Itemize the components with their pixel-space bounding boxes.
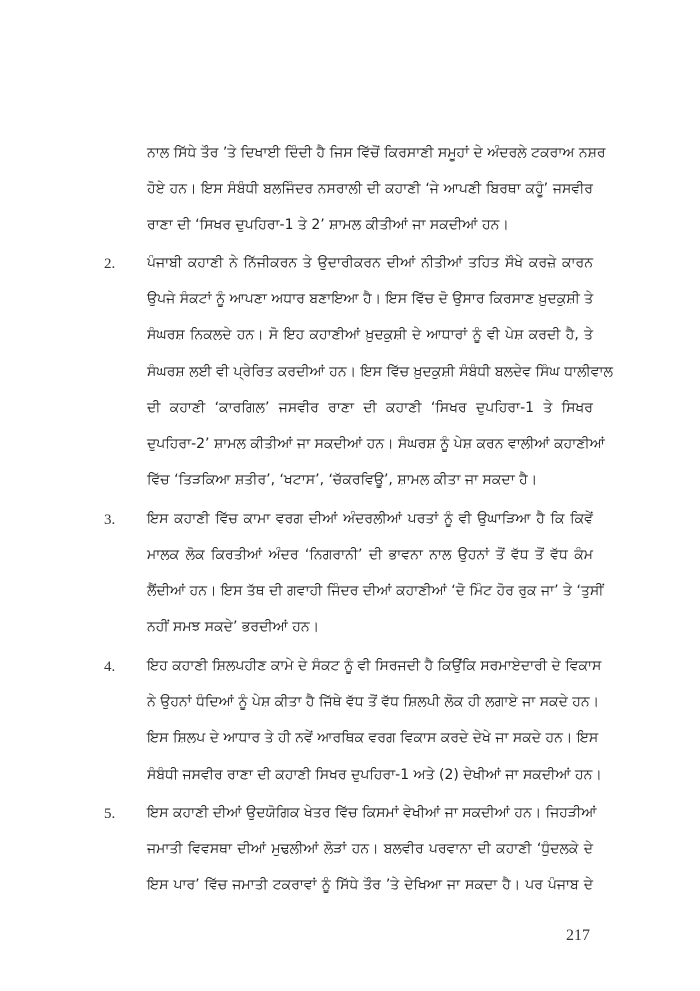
text-line: ਲੈਂਦੀਆਂ ਹਨ। ਇਸ ਤੱਥ ਦੀ ਗਵਾਹੀ ਜਿੰਦਰ ਦੀਆਂ ਕਹਾਣੀਆਂ ‘ਦੋ ਮਿੰਟ ਹੋਰ ਰੁਕ ਜਾ’ ਤੇ ‘ਤੁਸੀਂ	[147, 583, 604, 599]
text-line: ਵਿੱਚ ‘ਤਿੜਕਿਆ ਸ਼ਤੀਰ’, ‘ਖਟਾਸ’, ‘ਚੱਕਰਵਿਊ’, ਸ਼ਾਮਲ ਕੀਤਾ ਜਾ ਸਕਦਾ ਹੈ।	[147, 472, 538, 488]
list-number: 5.	[104, 806, 116, 822]
text-line: ਦੁਪਹਿਰਾ-2’ ਸ਼ਾਮਲ ਕੀਤੀਆਂ ਜਾ ਸਕਦੀਆਂ ਹਨ। ਸੰਘਰਸ਼ ਨੂੰ ਪੇਸ਼ ਕਰਨ ਵਾਲੀਆਂ ਕਹਾਣੀਆਂ	[147, 436, 605, 452]
text-line: ਉਪਜੇ ਸੰਕਟਾਂ ਨੂੰ ਆਪਣਾ ਅਧਾਰ ਬਣਾਇਆ ਹੈ। ਇਸ ਵਿੱਚ ਦੋ ਉਸਾਰ ਕਿਰਸਾਣ ਖ਼ੁਦਕੁਸ਼ੀ ਤੇ	[147, 291, 594, 307]
list-number: 3.	[104, 512, 116, 528]
text-line: ਸੰਘਰਸ਼ ਲਈ ਵੀ ਪ੍ਰੇਰਿਤ ਕਰਦੀਆਂ ਹਨ। ਇਸ ਵਿੱਚ ਖ਼ੁਦਕੁਸ਼ੀ ਸੰਬੰਧੀ ਬਲਦੇਵ ਸਿੰਘ ਧਾਲੀਵਾਲ	[147, 364, 613, 380]
text-line: ਇਹ ਕਹਾਣੀ ਸ਼ਿਲਪਹੀਣ ਕਾਮੇ ਦੇ ਸੰਕਟ ਨੂੰ ਵੀ ਸਿਰਜਦੀ ਹੈ ਕਿਉਂਕਿ ਸਰਮਾਏਦਾਰੀ ਦੇ ਵਿਕਾਸ	[147, 658, 602, 674]
text-line: ਜਮਾਤੀ ਵਿਵਸਥਾ ਦੀਆਂ ਮੁਢਲੀਆਂ ਲੋੜਾਂ ਹਨ। ਬਲਵੀਰ ਪਰਵਾਨਾ ਦੀ ਕਹਾਣੀ ‘ਧੁੰਦਲਕੇ ਦੇ	[147, 841, 593, 857]
text-line: ਨਾਲ ਸਿੱਧੇ ਤੌਰ ’ਤੇ ਦਿਖਾਈ ਦਿੰਦੀ ਹੈ ਜਿਸ ਵਿੱਚੋਂ ਕਿਰਸਾਣੀ ਸਮੂਹਾਂ ਦੇ ਅੰਦਰਲੇ ਟਕਰਾਅ ਨਸ਼ਰ	[147, 145, 606, 161]
text-line: ਸੰਘਰਸ਼ ਨਿਕਲਦੇ ਹਨ। ਸੋ ਇਹ ਕਹਾਣੀਆਂ ਖ਼ੁਦਕੁਸ਼ੀ ਦੇ ਆਧਾਰਾਂ ਨੂੰ ਵੀ ਪੇਸ਼ ਕਰਦੀ ਹੈ, ਤੇ	[147, 327, 593, 343]
text-line: ਰਾਣਾ ਦੀ ‘ਸਿਖਰ ਦੁਪਹਿਰਾ-1 ਤੇ 2’ ਸ਼ਾਮਲ ਕੀਤੀਆਂ ਜਾ ਸਕਦੀਆਂ ਹਨ।	[147, 217, 509, 233]
text-line: ਇਸ ਪਾਰ’ ਵਿੱਚ ਜਮਾਤੀ ਟਕਰਾਵਾਂ ਨੂੰ ਸਿੱਧੇ ਤੌਰ ’ਤੇ ਦੇਖਿਆ ਜਾ ਸਕਦਾ ਹੈ। ਪਰ ਪੰਜਾਬ ਦੇ	[147, 877, 593, 893]
text-line: ਸੰਬੰਧੀ ਜਸਵੀਰ ਰਾਣਾ ਦੀ ਕਹਾਣੀ ਸਿਖਰ ਦੁਪਹਿਰਾ-1 ਅਤੇ (2) ਦੇਖੀਆਂ ਜਾ ਸਕਦੀਆਂ ਹਨ।	[147, 767, 602, 783]
list-number: 4.	[104, 659, 116, 675]
text-line: ਮਾਲਕ ਲੋਕ ਕਿਰਤੀਆਂ ਅੰਦਰ ‘ਨਿਗਰਾਨੀ’ ਦੀ ਭਾਵਨਾ ਨਾਲ ਉਹਨਾਂ ਤੋਂ ਵੱਧ ਤੋਂ ਵੱਧ ਕੰਮ	[147, 547, 593, 563]
text-line: ਨੇ ਉਹਨਾਂ ਧੰਦਿਆਂ ਨੂੰ ਪੇਸ਼ ਕੀਤਾ ਹੈ ਜਿੱਥੇ ਵੱਧ ਤੋਂ ਵੱਧ ਸ਼ਿਲਪੀ ਲੋਕ ਹੀ ਲਗਾਏ ਜਾ ਸਕਦੇ ਹਨ।	[147, 694, 600, 710]
text-line: ਦੀ ਕਹਾਣੀ ‘ਕਾਰਗਿਲ’ ਜਸਵੀਰ ਰਾਣਾ ਦੀ ਕਹਾਣੀ ‘ਸਿਖਰ ਦੁਪਹਿਰਾ-1 ਤੇ ਸਿਖਰ	[147, 400, 593, 416]
text-line: ਨਹੀਂ ਸਮਝ ਸਕਦੇ’ ਭਰਦੀਆਂ ਹਨ।	[147, 619, 320, 635]
text-line: ਪੰਜਾਬੀ ਕਹਾਣੀ ਨੇ ਨਿੱਜੀਕਰਨ ਤੇ ਉਦਾਰੀਕਰਨ ਦੀਆਂ ਨੀਤੀਆਂ ਤਹਿਤ ਸੌਖੇ ਕਰਜ਼ੇ ਕਾਰਨ	[147, 255, 593, 271]
text-line: ਇਸ ਕਹਾਣੀ ਵਿੱਚ ਕਾਮਾ ਵਰਗ ਦੀਆਂ ਅੰਦਰਲੀਆਂ ਪਰਤਾਂ ਨੂੰ ਵੀ ਉਘਾੜਿਆ ਹੈ ਕਿ ਕਿਵੇਂ	[147, 511, 593, 527]
page-number: 217	[566, 927, 590, 944]
text-line: ਇਸ ਸ਼ਿਲਪ ਦੇ ਆਧਾਰ ਤੇ ਹੀ ਨਵੇਂ ਆਰਥਿਕ ਵਰਗ ਵਿਕਾਸ ਕਰਦੇ ਦੇਖੇ ਜਾ ਸਕਦੇ ਹਨ। ਇਸ	[147, 730, 599, 746]
text-line: ਇਸ ਕਹਾਣੀ ਦੀਆਂ ਉਦਯੋਗਿਕ ਖੇਤਰ ਵਿੱਚ ਕਿਸਮਾਂ ਵੇਖੀਆਂ ਜਾ ਸਕਦੀਆਂ ਹਨ। ਜਿਹੜੀਆਂ	[147, 805, 597, 821]
text-line: ਹੋਏ ਹਨ। ਇਸ ਸੰਬੰਧੀ ਬਲਜਿੰਦਰ ਨਸਰਾਲੀ ਦੀ ਕਹਾਣੀ ‘ਜੇ ਆਪਣੀ ਬਿਰਥਾ ਕਹੂੰ’ ਜਸਵੀਰ	[147, 181, 593, 197]
list-number: 2.	[104, 256, 116, 272]
